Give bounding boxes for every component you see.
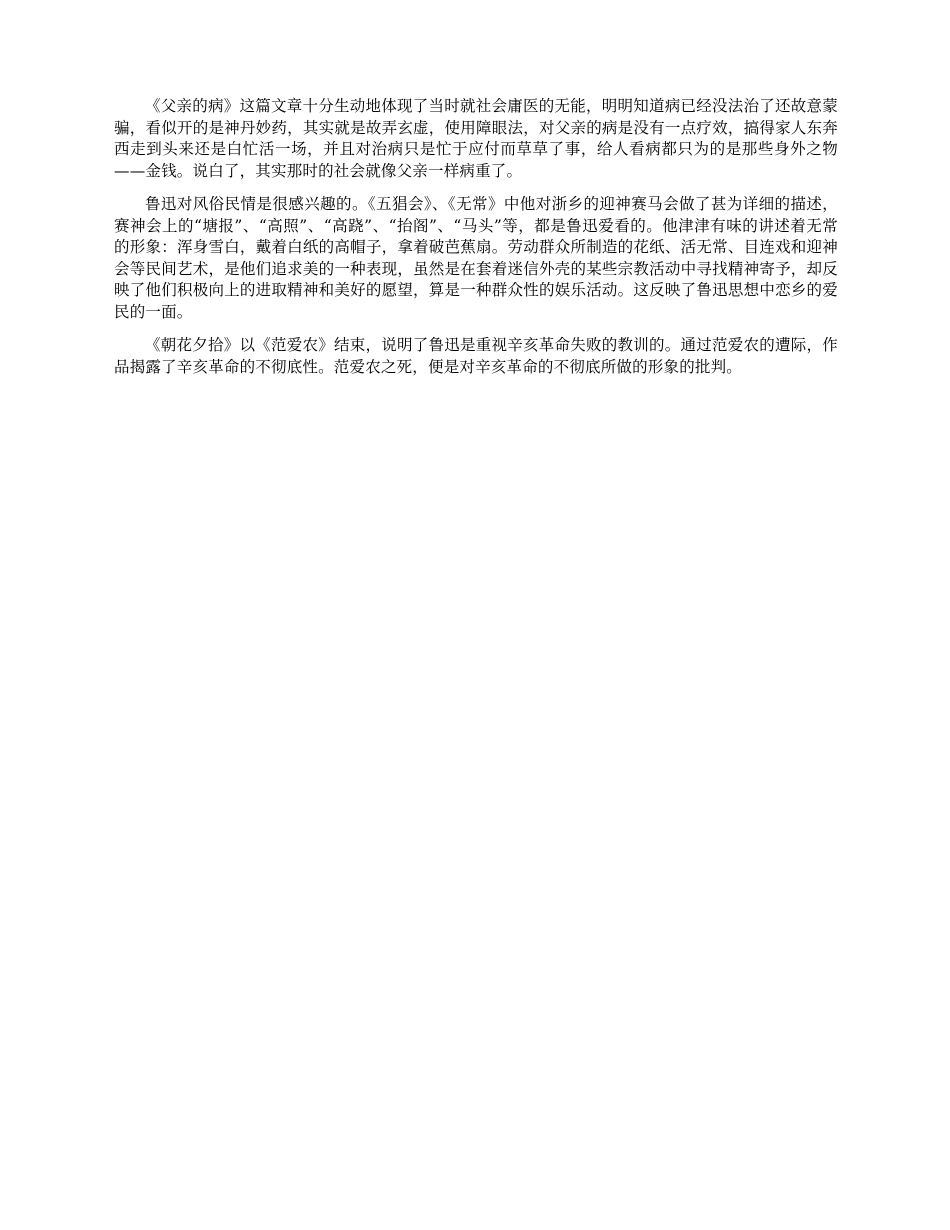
document-body — [114, 96, 838, 390]
paragraph-folk-customs: 鲁迅对风俗民情是很感兴趣的。《五猖会》、《无常》中他对浙乡的迎神赛马会做了甚为详细的描述，赛神会上的“塘报”、“高照”、“高跷”、“抬阁”、“马头”等，都是鲁迅爱看的。他津津有味的讲述着无常的形象：浑身雪白，戴着白纸的高帽子，拿着破芭蕉扇。劳动群众所制造的花纸、活无常、目连戏和迎神会等民间艺术，是他们追求美的一种表现，虽然是在套着迷信外壳的某些宗教活动中寻找精神寄予，却反映了他们积极向上的进取精神和美好的愿望，算是一种群众性的娱乐活动。这反映了鲁迅思想中恋乡的爱民的一面。 — [114, 195, 838, 321]
paragraph-fan-ainong: 《朝花夕拾》以《范爱农》结束，说明了鲁迅是重视辛亥革命失败的教训的。通过范爱农的遭际，作品揭露了辛亥革命的不彻底性。范爱农之死，便是对辛亥革命的不彻底所做的形象的批判。 — [114, 336, 838, 376]
paragraph-father-illness: 《父亲的病》这篇文章十分生动地体现了当时就社会庸医的无能，明明知道病已经没法治了还故意蒙骗，看似开的是神丹妙药，其实就是故弄玄虚，使用障眼法，对父亲的病是没有一点疗效，搞得家人东奔西走到头来还是白忙活一场，并且对治病只是忙于应付而草草了事，给人看病都只为的是那些身外之物——金钱。说白了，其实那时的社会就像父亲一样病重了。 — [114, 97, 838, 180]
